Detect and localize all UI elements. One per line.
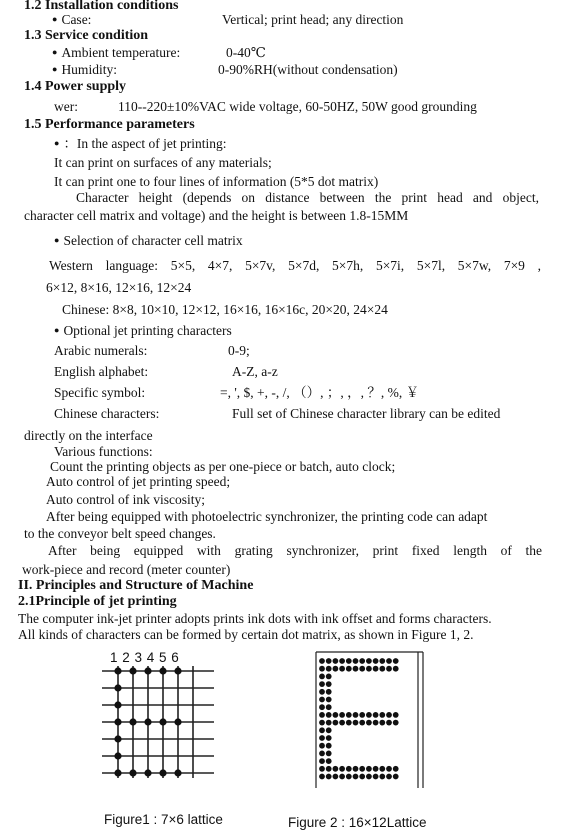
chinese-chars-label: Chinese characters: [54, 406, 160, 421]
section-heading-2: II. Principles and Structure of Machine [18, 578, 254, 593]
chinese-matrix-line: Chinese: 8×8, 10×10, 12×12, 16×16, 16×16c, 20×20, 24×24 [62, 302, 388, 317]
grating-line-2: work-piece and record (meter counter) [22, 562, 231, 577]
power-label: wer: [54, 99, 78, 114]
english-value: A-Z, a-z [232, 364, 278, 379]
principle-paragraph-1: The computer ink-jet printer adopts prints ink dots with ink offset and forms characters. [18, 611, 492, 626]
case-value: Vertical; print head; any direction [222, 12, 404, 27]
aspect-line-1: It can print on surfaces of any materials; [54, 155, 272, 170]
figure2-lattice [306, 650, 456, 790]
principle-paragraph-2: All kinds of characters can be formed by certain dot matrix, as shown in Figure 1, 2. [18, 627, 474, 642]
grating-line-1: After being equipped with grating synchronizer, print fixed length of the [48, 543, 542, 558]
char-height-line-1: Character height (depends on distance between the print head and object, [76, 190, 539, 205]
photoelectric-line-1: After being equipped with photoelectric synchronizer, the printing code can adapt [46, 509, 488, 524]
english-label: English alphabet: [54, 364, 149, 379]
optional-title: ● Optional jet printing characters [54, 323, 232, 340]
section-heading-1-3: 1.3 Service condition [24, 28, 149, 43]
various-functions: Various functions: [54, 444, 153, 459]
humidity-label: ● Humidity: [52, 62, 117, 79]
arabic-label: Arabic numerals: [54, 343, 148, 358]
power-value: 110--220±10%VAC wide voltage, 60-50HZ, 50W good grounding [118, 99, 477, 114]
section-heading-2-1: 2.1Principle of jet printing [18, 594, 177, 609]
figure1-caption: Figure1 : 7×6 lattice [104, 812, 223, 827]
western-line-2: 6×12, 8×16, 12×16, 12×24 [46, 280, 192, 295]
chinese-chars-continuation: directly on the interface [24, 428, 153, 443]
section-heading-1-4: 1.4 Power supply [24, 79, 127, 94]
aspect-line-2: It can print one to four lines of information (5*5 dot matrix) [54, 174, 379, 189]
aspect-title: ● ：In the aspect of jet printing: [54, 136, 227, 153]
temperature-label: ● Ambient temperature: [52, 45, 180, 62]
temperature-value: 0-40℃ [226, 45, 266, 60]
auto-speed-line: Auto control of jet printing speed; [46, 474, 231, 489]
section-heading-1-2: 1.2 Installation conditions [24, 0, 179, 13]
figure1-column-numbers: 1 2 3 4 5 6 [110, 650, 180, 665]
char-height-line-2: character cell matrix and voltage) and the height is between 1.8-15MM [24, 208, 409, 223]
case-label: ● Case: [52, 12, 91, 29]
arabic-value: 0-9; [228, 343, 250, 358]
humidity-value: 0-90%RH(without condensation) [218, 62, 398, 77]
section-heading-1-5: 1.5 Performance parameters [24, 117, 195, 132]
count-line: Count the printing objects as per one-piece or batch, auto clock; [50, 459, 396, 474]
symbol-value: =, ', $, +, -, /, （）, ；, ，, ？, %, ￥ [220, 385, 420, 400]
auto-viscosity-line: Auto control of ink viscosity; [46, 492, 205, 507]
photoelectric-line-2: to the conveyor belt speed changes. [24, 526, 216, 541]
figure2-caption: Figure 2 : 16×12Lattice [288, 815, 427, 830]
figure1-lattice [96, 666, 236, 782]
selection-title: ● Selection of character cell matrix [54, 233, 243, 250]
western-line-1: Western language: 5×5, 4×7, 5×7v, 5×7d, 5×7h, 5×7i, 5×7l, 5×7w, 7×9 , [49, 258, 541, 273]
symbol-label: Specific symbol: [54, 385, 146, 400]
chinese-chars-value: Full set of Chinese character library can be edited [232, 406, 501, 421]
